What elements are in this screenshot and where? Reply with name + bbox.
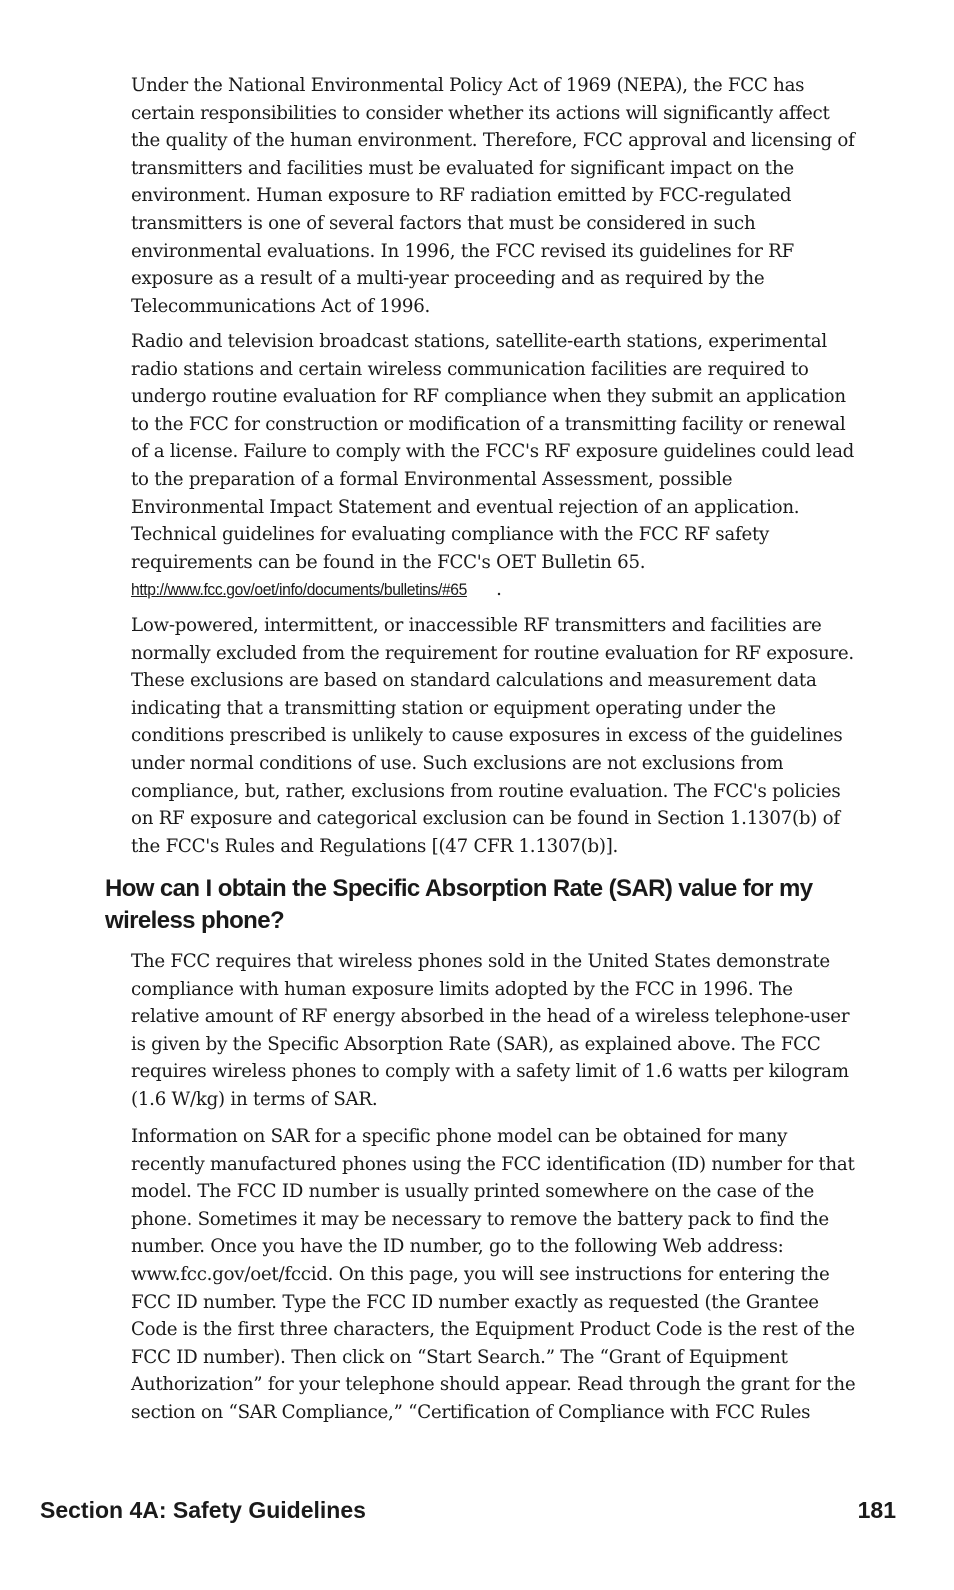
sar-information-paragraph [131, 1123, 863, 1427]
page-footer [40, 1494, 896, 1526]
footer-section-title: Section 4A: Safety Guidelines [40, 1497, 366, 1523]
exclusions-paragraph [131, 612, 863, 860]
oet-bulletin-link[interactable]: http://www.fcc.gov/oet/info/documents/bulletins/#65 [131, 580, 467, 600]
sar-question-heading: How can I obtain the Specific Absorption Rate (SAR) value for my wireless phone? [105, 875, 813, 934]
paragraph-text: Low-powered, intermittent, or inaccessible RF transmitters and facilities are normally excluded from the requirement for routine evaluation for RF exposure. These exclusions are based on standard calculations and measurement data indicating that a transmitting station or equipment operating under the conditions prescribed is unlikely to cause exposures in excess of the guidelines under normal conditions of use. Such exclusions are not exclusions from compliance, but, rather, exclusions from routine evaluation. The FCC's policies on RF exposure and categorical exclusion can be found in Section 1.1307(b) of the FCC's Rules and Regulations [(47 CFR 1.1307(b)]. [131, 615, 854, 857]
paragraph-body [131, 328, 863, 604]
fcc-requirements-paragraph [131, 948, 863, 1114]
nepa-paragraph [131, 72, 863, 320]
paragraph-text: Under the National Environmental Policy Act of 1969 (NEPA), the FCC has certain responsibilities to consider whether its actions will significantly affect the quality of the human environment. Therefore, FCC approval and licensing of transmitters and facilities must be evaluated for significant impact on the environment. Human exposure to RF radiation emitted by FCC-regulated transmitters is one of several factors that must be considered in such environmental evaluations. In 1996, the FCC revised its guidelines for RF exposure as a result of a multi-year proceeding and as required by the Telecommunications Act of 1996. [131, 75, 855, 317]
paragraph-text: The FCC requires that wireless phones sold in the United States demonstrate compliance with human exposure limits adopted by the FCC in 1996. The relative amount of RF energy absorbed in the head of a wireless telephone-user is given by the Specific Absorption Rate (SAR), as explained above. The FCC requires wireless phones to comply with a safety limit of 1.6 watts per kilogram (1.6 W/kg) in terms of SAR. [131, 951, 850, 1110]
link-trailing-period: . [496, 579, 502, 601]
paragraph-text: Information on SAR for a specific phone model can be obtained for many recently manufactured phones using the FCC identification (ID) number for that model. The FCC ID number is usually printed somewhere on the case of the phone. Sometimes it may be necessary to remove the battery pack to find the number. Once you have the ID number, go to the following Web address: www.fcc.gov/oet/fccid. On this page, you will see instructions for entering the FCC ID number. Type the FCC ID number exactly as requested (the Grantee Code is the first three characters, the Equipment Product Code is the rest of the FCC ID number). Then click on “Start Search.” The “Grant of Equipment Authorization” for your telephone should appear. Read through the grant for the section on “SAR Compliance,” “Certification of Compliance with FCC Rules [131, 1126, 856, 1423]
page-number: 181 [857, 1497, 896, 1523]
broadcast-stations-paragraph [131, 328, 863, 604]
paragraph-text: Radio and television broadcast stations, satellite-earth stations, experimental radio stations and certain wireless communication facilities are required to undergo routine evaluation for RF compliance when they submit an application to the FCC for construction or modification of a transmitting facility or renewal of a license. Failure to comply with the FCC's RF exposure guidelines could lead to the preparation of a formal Environmental Assessment, possible Environmental Impact Statement and eventual rejection of an application. Technical guidelines for evaluating compliance with the FCC RF safety requirements can be found in the FCC's OET Bulletin 65. [131, 331, 855, 573]
